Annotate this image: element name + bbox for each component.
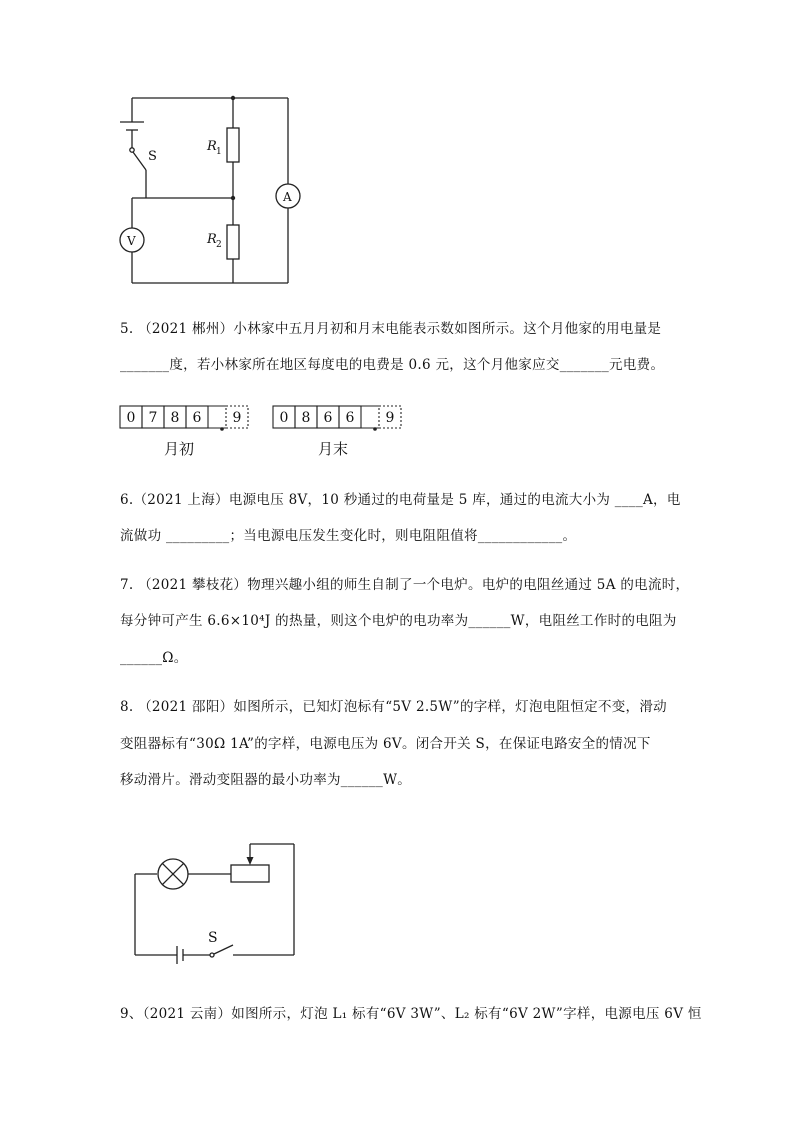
- q5-line-1: 5. （2021 郴州）小林家中五月月初和月末电能表示数如图所示。这个月他家的用电量是: [120, 321, 662, 337]
- meter-end-label: 月末: [318, 440, 349, 458]
- meter-start-digit-2: 7: [148, 410, 158, 426]
- meter-start-digit-1: 0: [126, 410, 136, 426]
- q8-line-2: 变阻器标有“30Ω 1A”的字样，电源电压为 6V。闭合开关 S，在保证电路安全的情况下: [120, 736, 651, 752]
- figure2-switch-label: S: [208, 930, 218, 946]
- r1-subscript: 1: [216, 147, 222, 157]
- meter-start-label: 月初: [164, 440, 195, 458]
- meter-end-digit-3: 6: [323, 410, 333, 426]
- r2-label: R: [207, 232, 217, 247]
- meter-start-digit-4: 6: [192, 410, 202, 426]
- meter-start-digit-3: 8: [170, 410, 180, 426]
- r1-label: R: [207, 139, 217, 154]
- q5-line-2: _______度，若小林家所在地区每度电的电费是 0.6 元，这个月他家应交_______元电费。: [120, 357, 665, 373]
- q7-line-3: ______Ω。: [120, 650, 188, 666]
- meter-start-digit-5: 9: [232, 410, 242, 426]
- circuit-figure-1: [100, 88, 310, 293]
- q8-line-3: 移动滑片。滑动变阻器的最小功率为______W。: [120, 772, 412, 788]
- q9-line-1: 9、（2021 云南）如图所示，灯泡 L₁ 标有“6V 3W”、L₂ 标有“6V 2W”字样，电源电压 6V 恒: [120, 1006, 702, 1022]
- switch-label: S: [148, 149, 157, 164]
- q7-line-1: 7. （2021 攀枝花）物理兴趣小组的师生自制了一个电炉。电炉的电阻丝通过 5A 的电流时，: [120, 577, 690, 593]
- r2-subscript: 2: [216, 240, 222, 250]
- meter-readings-figure: [116, 402, 416, 464]
- voltmeter-label: V: [127, 234, 136, 248]
- circuit-figure-2: [125, 830, 305, 965]
- q8-line-1: 8. （2021 邵阳）如图所示，已知灯泡标有“5V 2.5W”的字样，灯泡电阻恒定不变，滑动: [120, 699, 667, 715]
- q7-line-2: 每分钟可产生 6.6×10⁴J 的热量，则这个电炉的电功率为______W，电阻丝工作时的电阻为: [120, 613, 677, 629]
- meter-end-digit-1: 0: [279, 410, 289, 426]
- q6-line-1: 6.（2021 上海）电源电压 8V，10 秒通过的电荷量是 5 库，通过的电流大小为 ____A，电: [120, 492, 681, 508]
- meter-end-digit-4: 6: [345, 410, 355, 426]
- meter-end-digit-5: 9: [385, 410, 395, 426]
- ammeter-label: A: [283, 190, 292, 204]
- q6-line-2: 流做功 _________；当电源电压发生变化时，则电阻阻值将____________。: [120, 528, 577, 544]
- meter-end-digit-2: 8: [301, 410, 311, 426]
